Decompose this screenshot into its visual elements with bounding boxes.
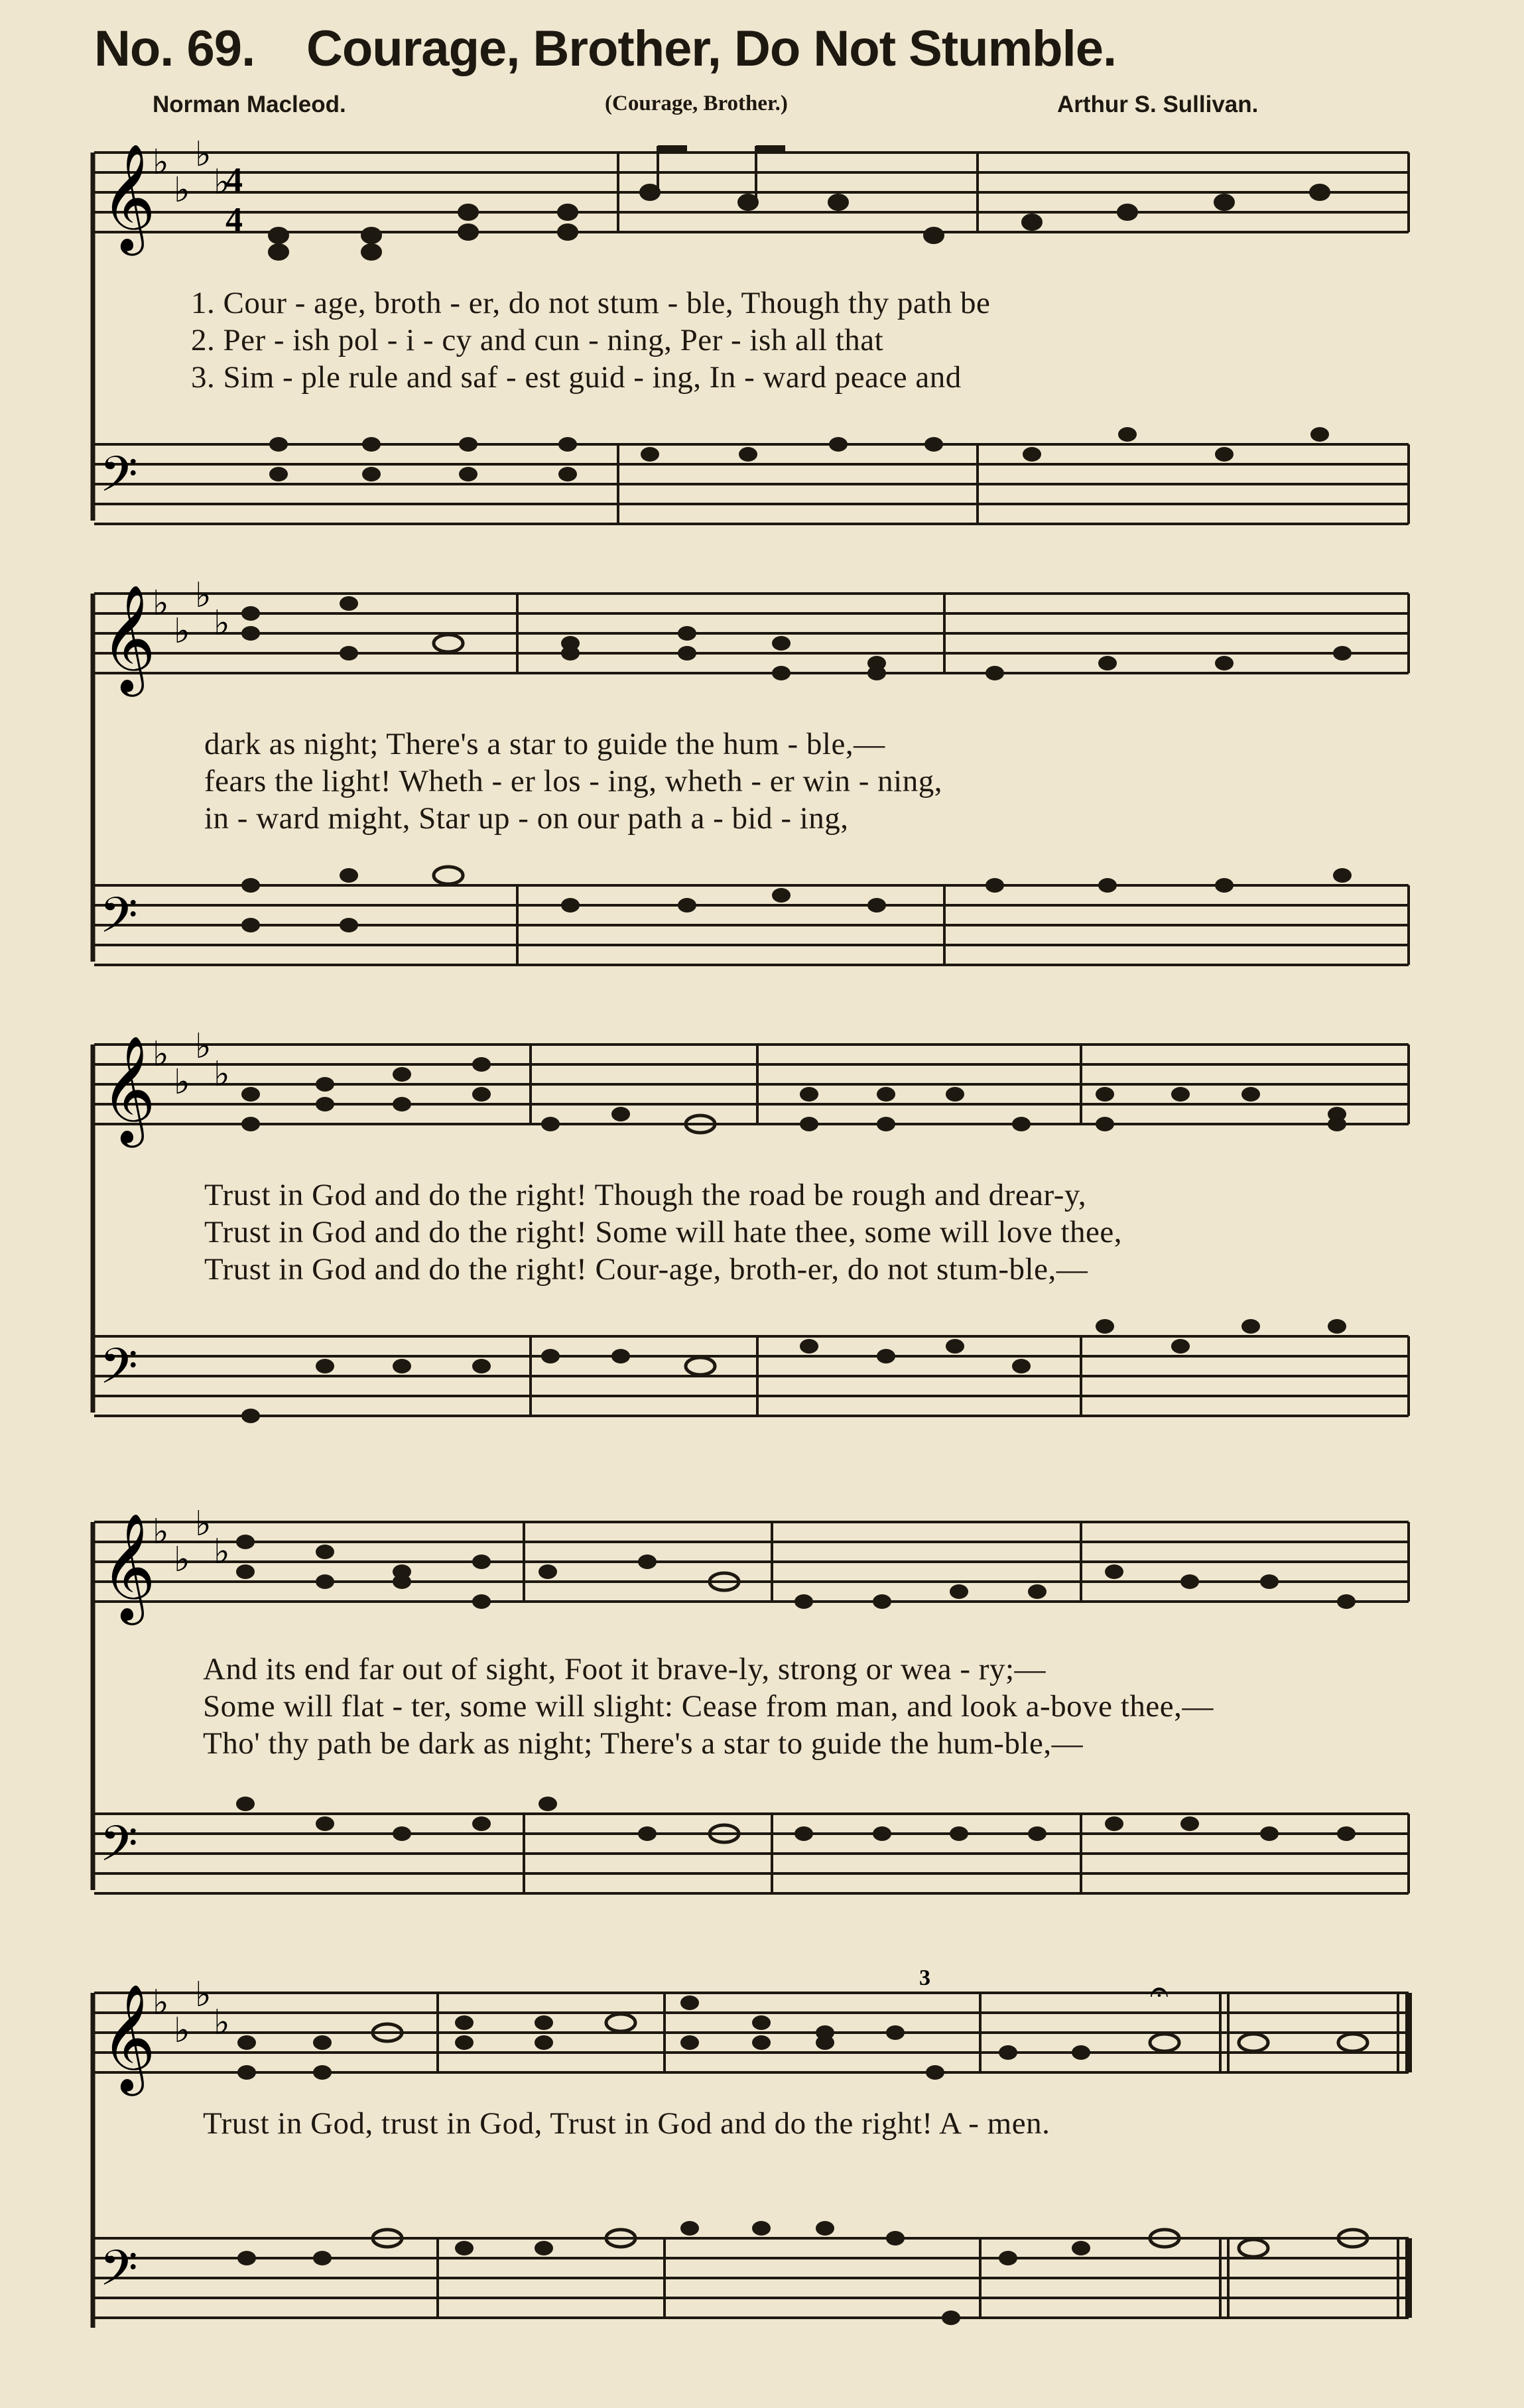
system3-verse2: Trust in God and do the right! Some will hate thee, some will love thee, <box>204 1215 1123 1249</box>
system3-verse3: Trust in God and do the right! Cour-age, broth-er, do not stum-ble,— <box>204 1252 1088 1287</box>
treble-clef-icon: 𝄞 <box>101 1035 156 1143</box>
svg-text:♭: ♭ <box>195 1504 212 1544</box>
system2-verse2: fears the light! Wheth - er los - ing, wheth - er win - ning, <box>204 764 942 798</box>
svg-text:4: 4 <box>225 201 243 239</box>
treble-notes <box>236 1535 1356 1609</box>
svg-text:♭: ♭ <box>214 1054 230 1094</box>
triplet-mark: 3 <box>919 1966 930 1990</box>
svg-text:♭: ♭ <box>195 1975 212 2015</box>
svg-text:♭: ♭ <box>195 576 212 615</box>
treble-notes <box>269 146 1329 259</box>
bass-notes <box>241 867 1352 932</box>
bass-clef-icon: 𝄢 <box>99 1338 138 1407</box>
svg-text:♭: ♭ <box>195 135 212 174</box>
bass-notes <box>269 427 1329 481</box>
bass-notes <box>237 2221 1367 2325</box>
system1-verse2: 2. Per - ish pol - i - cy and cun - ning, Per - ish all that <box>191 323 884 357</box>
system4-verse3: Tho' thy path be dark as night; There's a star to guide the hum-ble,— <box>203 1726 1084 1761</box>
svg-text:♭: ♭ <box>174 1062 190 1102</box>
system4-verse1: And its end far out of sight, Foot it brave-ly, strong or wea - ry;— <box>203 1652 1047 1686</box>
system2-verse3: in - ward might, Star up - on our path a - bid - ing, <box>204 801 849 836</box>
treble-notes <box>241 1057 1346 1133</box>
system1-verse3: 3. Sim - ple rule and saf - est guid - ing, In - ward peace and <box>191 360 962 395</box>
svg-text:♭: ♭ <box>214 162 230 202</box>
fermata-icon: 𝄐 <box>1150 1972 1169 2011</box>
treble-clef-icon: 𝄞 <box>101 1984 156 2092</box>
bass-clef-icon: 𝄢 <box>99 1815 138 1885</box>
svg-text:♭: ♭ <box>195 1027 212 1066</box>
treble-notes <box>241 596 1352 680</box>
treble-clef-icon: 𝄞 <box>101 143 156 251</box>
svg-text:♭: ♭ <box>174 2011 190 2051</box>
bass-notes <box>236 1797 1356 1842</box>
svg-text:♭: ♭ <box>174 1540 190 1580</box>
system5-lyric: Trust in God, trust in God, Trust in God and do the right! A - men. <box>203 2106 1050 2141</box>
bass-notes <box>241 1319 1346 1423</box>
tune-name: (Courage, Brother.) <box>605 92 788 115</box>
composer-credit: Arthur S. Sullivan. <box>1057 92 1259 117</box>
svg-text:♭: ♭ <box>153 143 169 182</box>
title-line <box>94 20 1487 93</box>
music-system-5 <box>0 1966 1524 2358</box>
bass-clef-icon: 𝄢 <box>99 887 138 956</box>
svg-text:♭: ♭ <box>174 611 190 651</box>
system2-verse1: dark as night; There's a star to guide the hum - ble,— <box>204 727 885 761</box>
treble-notes <box>237 1996 1367 2080</box>
treble-clef-icon: 𝄞 <box>101 584 156 692</box>
svg-text:♭: ♭ <box>153 1983 169 2023</box>
bass-clef-icon: 𝄢 <box>99 446 138 515</box>
bass-clef-icon: 𝄢 <box>99 2240 138 2309</box>
svg-text:♭: ♭ <box>174 170 190 210</box>
svg-text:♭: ♭ <box>153 584 169 623</box>
svg-text:♭: ♭ <box>214 603 230 643</box>
svg-text:4: 4 <box>225 161 243 199</box>
svg-text:♭: ♭ <box>153 1035 169 1074</box>
svg-text:♭: ♭ <box>214 2003 230 2043</box>
system4-verse2: Some will flat - ter, some will slight: Cease from man, and look a-bove thee,— <box>203 1689 1214 1724</box>
svg-text:♭: ♭ <box>214 1532 230 1572</box>
hymn-number: No. 69. <box>94 21 255 77</box>
system1-verse1: 1. Cour - age, broth - er, do not stum - ble, Though thy path be <box>191 286 991 320</box>
treble-clef-icon: 𝄞 <box>101 1513 156 1621</box>
hymn-title: Courage, Brother, Do Not Stumble. <box>306 21 1117 77</box>
svg-text:♭: ♭ <box>153 1512 169 1552</box>
system3-verse1: Trust in God and do the right! Though the road be rough and drear-y, <box>204 1178 1087 1212</box>
lyricist-credit: Norman Macleod. <box>153 92 346 117</box>
